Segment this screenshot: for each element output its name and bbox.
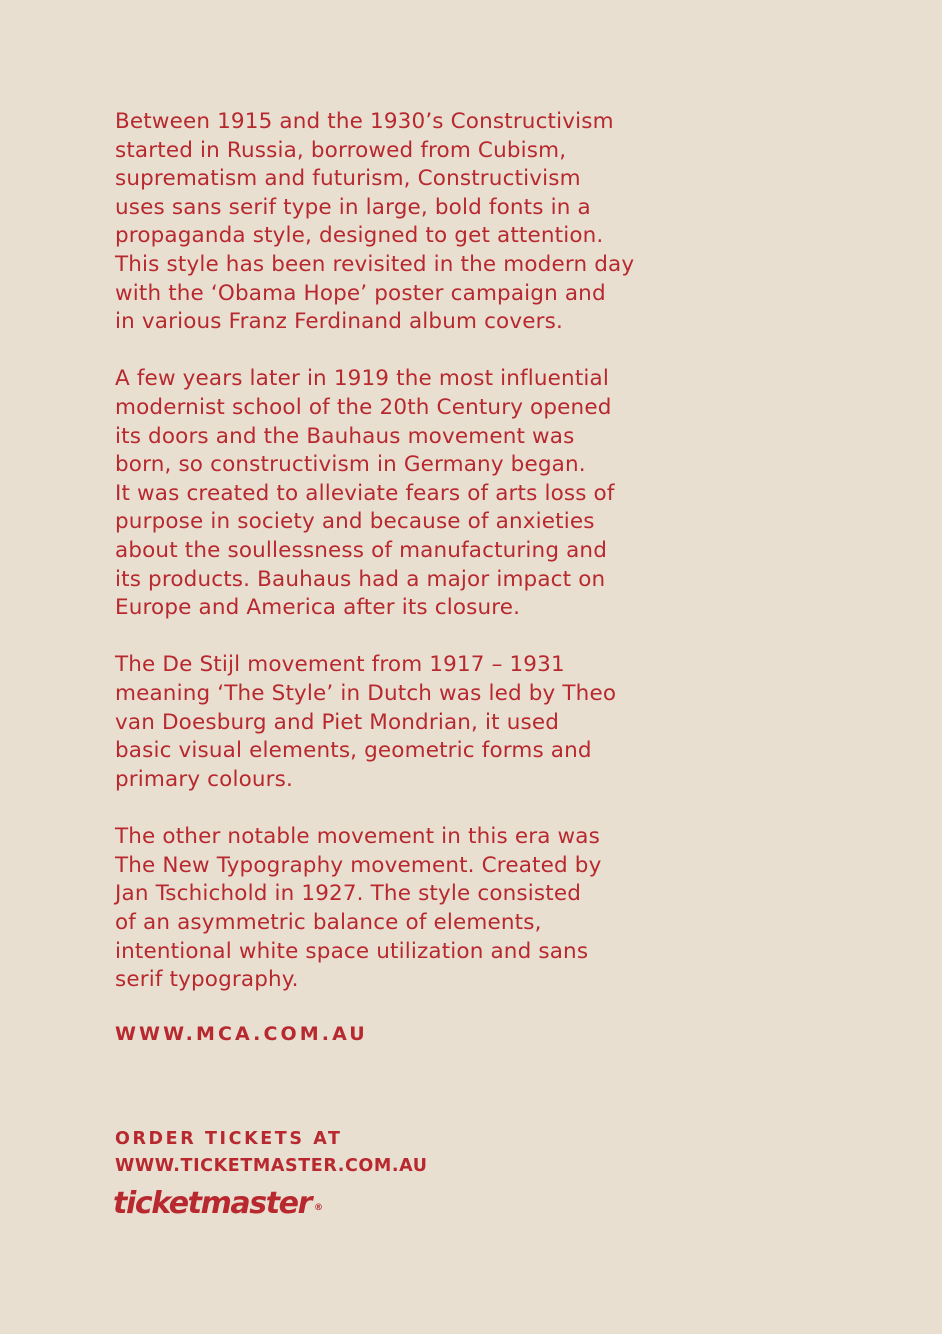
text-line: uses sans serif type in large, bold fonts in a <box>115 194 591 220</box>
order-tickets-heading: ORDER TICKETS AT <box>115 1129 343 1149</box>
text-line: The New Typography movement. Created by <box>115 852 602 878</box>
text-line: The De Stijl movement from 1917 – 1931 <box>115 652 565 678</box>
text-line: intentional white space utilization and sans <box>115 938 589 964</box>
text-line: The other notable movement in this era was <box>115 824 600 850</box>
text-line: primary colours. <box>115 766 293 792</box>
paragraph-bauhaus <box>115 365 615 622</box>
text-line: about the soullessness of manufacturing and <box>115 538 608 563</box>
text-line: Europe and America after its closure. <box>115 595 521 621</box>
paragraph-constructivism <box>115 108 635 337</box>
text-line: This style has been revisited in the modern day <box>115 251 635 277</box>
text-line: van Doesburg and Piet Mondrian, it used <box>115 709 560 735</box>
text-line: in various Franz Ferdinand album covers. <box>115 309 563 335</box>
text-line: with the ‘Obama Hope’ poster campaign and <box>115 280 606 306</box>
text-line: propaganda style, designed to get attention. <box>115 223 604 249</box>
article-body <box>115 108 635 995</box>
text-line: meaning ‘The Style’ in Dutch was led by Theo <box>115 681 617 707</box>
text-line: purpose in society and because of anxieties <box>115 509 595 535</box>
text-line: its doors and the Bauhaus movement was <box>115 423 575 449</box>
text-line: basic visual elements, geometric forms and <box>115 738 592 764</box>
paragraph-new-typography <box>115 823 615 995</box>
paragraph-spacer <box>115 794 615 823</box>
text-line: Between 1915 and the 1930’s Constructivism <box>115 109 614 134</box>
registered-mark: ® <box>314 1203 324 1213</box>
ticketmaster-logo-text: ticketmaster <box>113 1186 312 1221</box>
mca-website-link[interactable]: WWW.MCA.COM.AU <box>115 1023 368 1045</box>
ticketmaster-url-link[interactable]: WWW.TICKETMASTER.COM.AU <box>115 1156 428 1176</box>
text-line: modernist school of the 20th Century opened <box>115 395 612 421</box>
text-line: started in Russia, borrowed from Cubism, <box>115 137 567 163</box>
paragraph-de-stijl <box>115 651 615 794</box>
text-line: of an asymmetric balance of elements, <box>115 909 542 935</box>
paragraph-spacer <box>115 623 615 652</box>
text-line: Jan Tschichold in 1927. The style consisted <box>115 881 581 907</box>
text-line: It was created to alleviate fears of arts loss of <box>115 480 615 506</box>
text-line: A few years later in 1919 the most influential <box>115 366 609 392</box>
text-line: serif typography. <box>115 967 299 993</box>
text-line: born, so constructivism in Germany began. <box>115 452 586 478</box>
ticketmaster-logo <box>113 1186 323 1221</box>
paragraph-spacer <box>115 337 615 366</box>
order-tickets-block <box>115 1126 428 1180</box>
text-line: suprematism and futurism, Constructivism <box>115 166 581 192</box>
text-line: its products. Bauhaus had a major impact on <box>115 566 606 592</box>
